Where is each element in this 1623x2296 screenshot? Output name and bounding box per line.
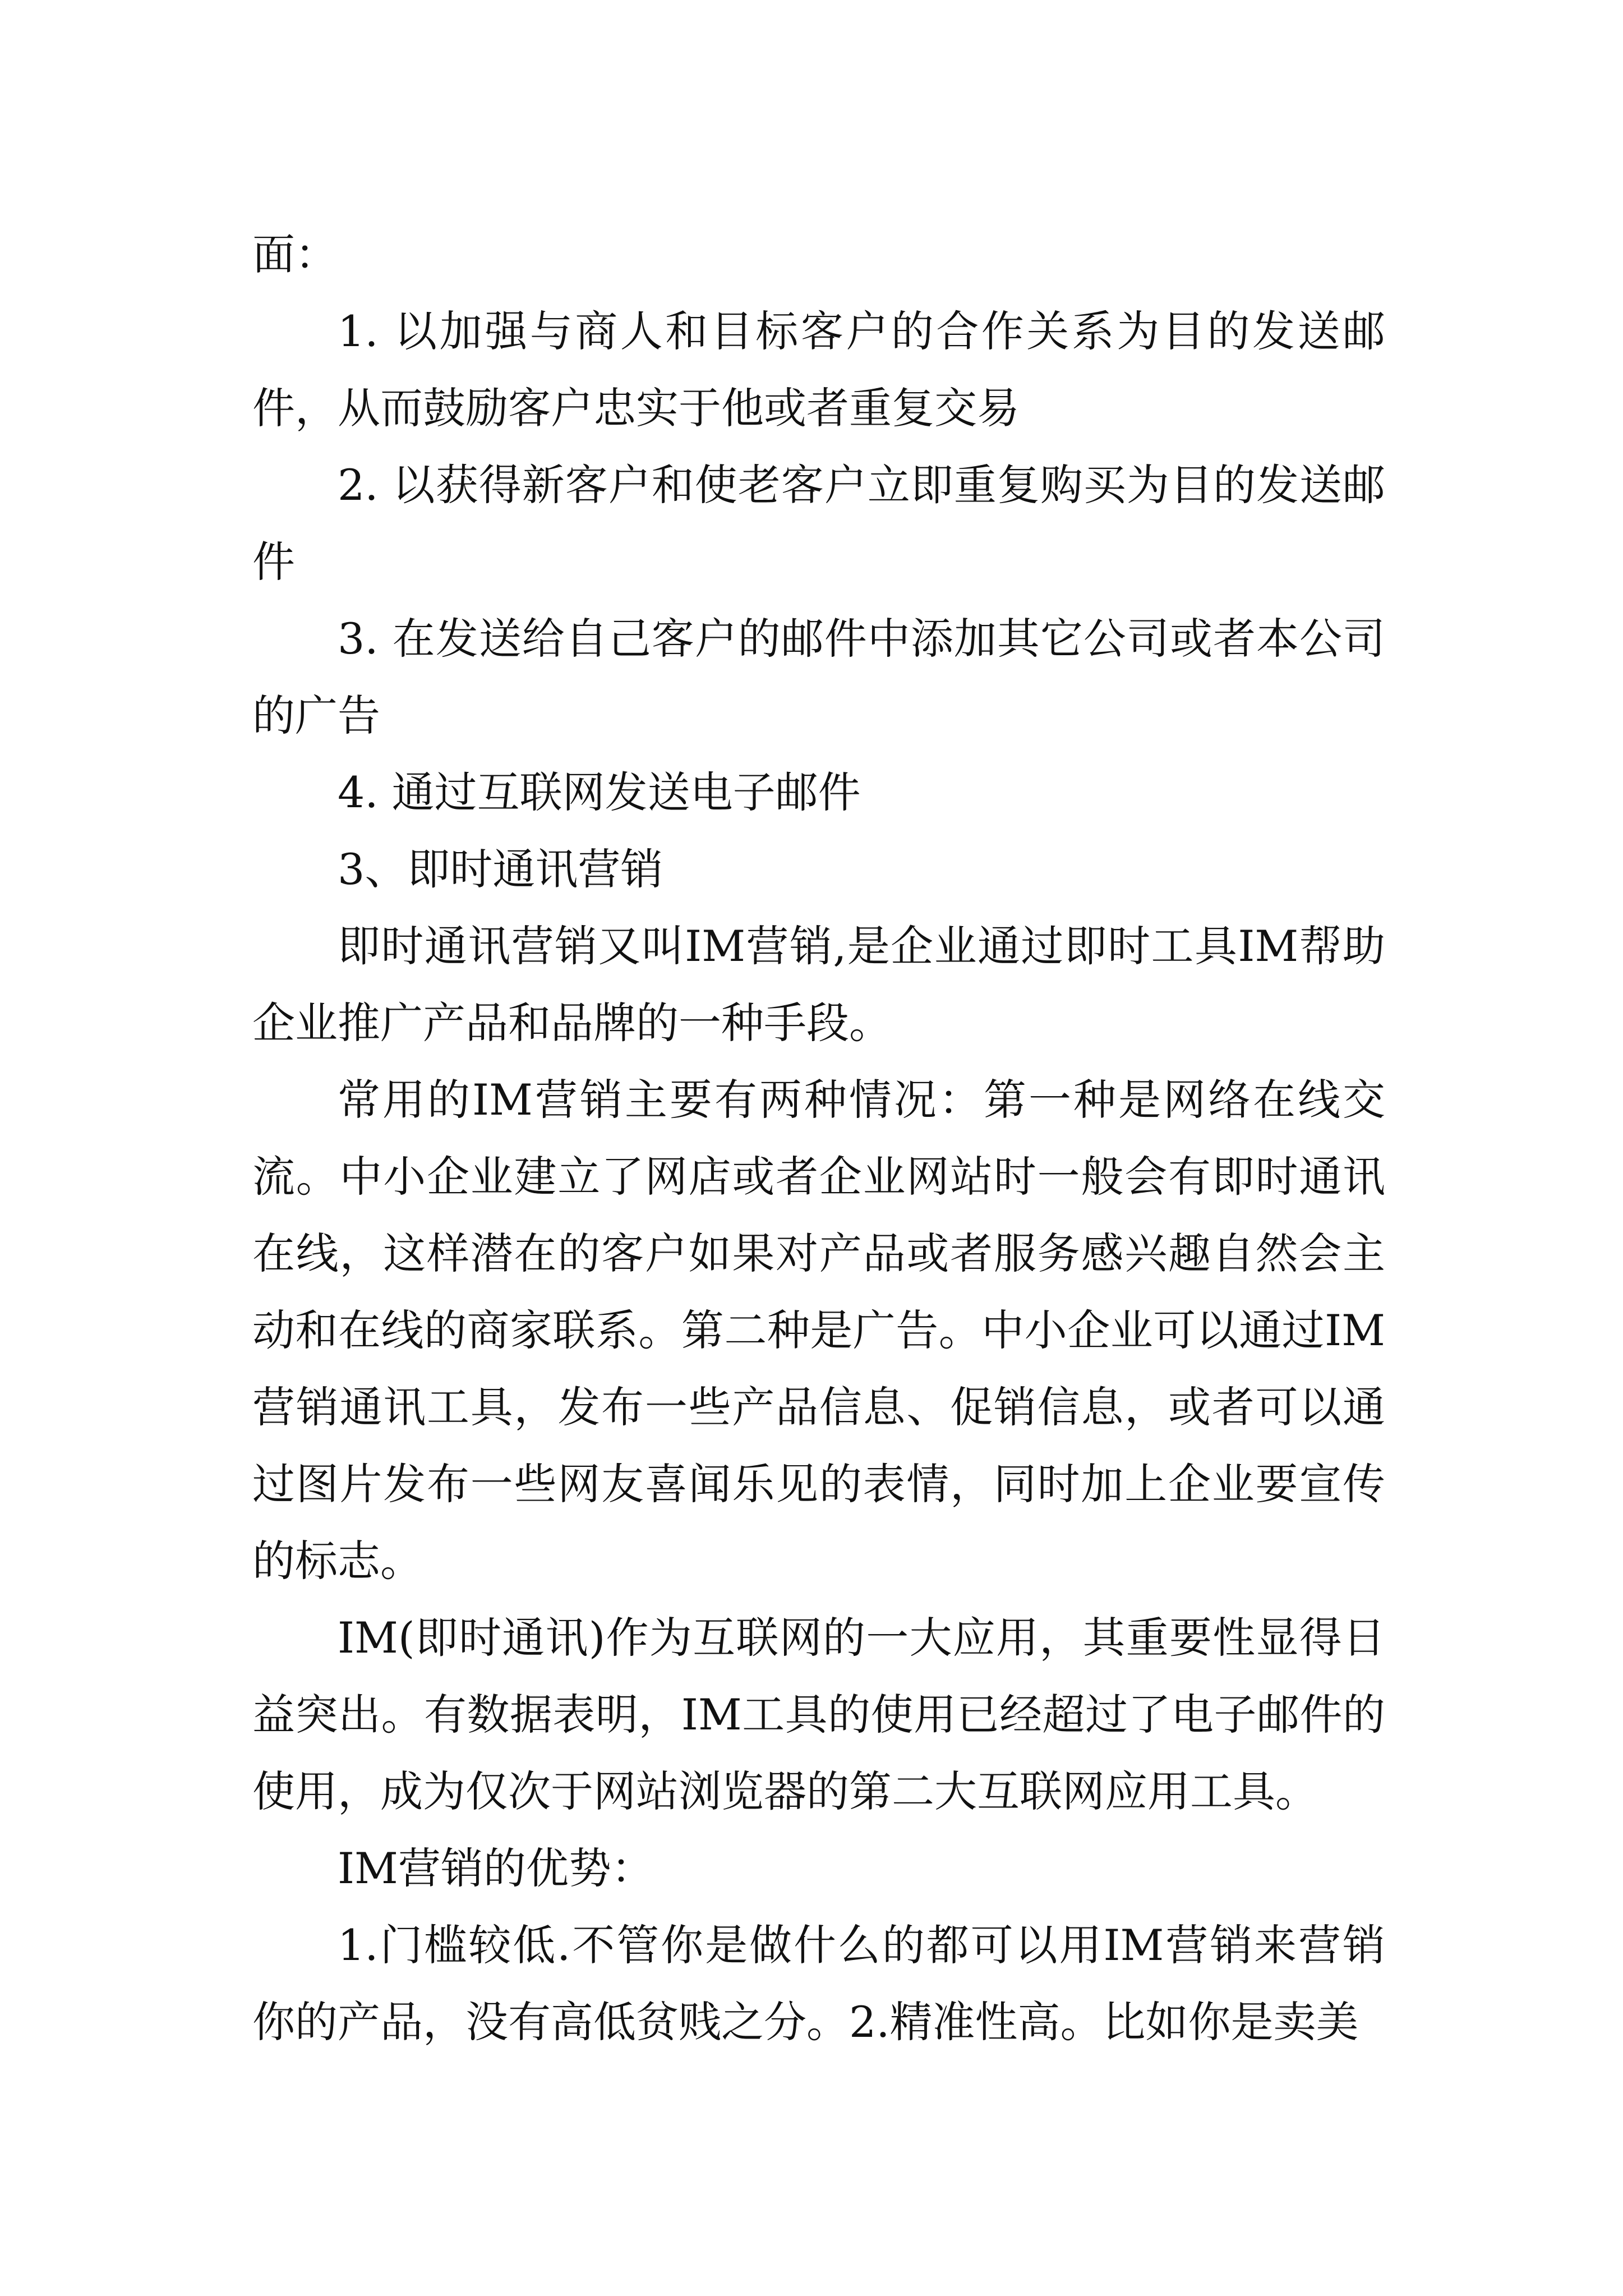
list-item-2: 2. 以获得新客户和使老客户立即重复购买为目的发送邮件 — [252, 460, 1385, 587]
paragraph-advantages: 1.门槛较低.不管你是做什么的都可以用IM营销来营销你的产品，没有高低贫贱之分。2.精准性高。比如你是卖美 — [252, 1920, 1385, 2047]
advantages-heading: IM营销的优势： — [338, 1843, 654, 1893]
paragraph-common-usage: 常用的IM营销主要有两种情况：第一种是网络在线交流。中小企业建立了网店或者企业网站时一般会有即时通讯在线，这样潜在的客户如果对产品或者服务感兴趣自然会主动和在线的商家联系。第二种是广告。中小企业可以通过IM营销通讯工具，发布一些产品信息、促销信息，或者可以通过图片发布一些网友喜闻乐见的表情，同时加上企业要宣传的标志。 — [252, 1075, 1385, 1586]
paragraph-continuation: 面： — [252, 229, 338, 279]
list-item-4: 4. 通过互联网发送电子邮件 — [338, 767, 861, 817]
list-item-1: 1. 以加强与商人和目标客户的合作关系为目的发送邮件，从而鼓励客户忠实于他或者重复交易 — [252, 306, 1385, 433]
paragraph-definition: 即时通讯营销又叫IM营销,是企业通过即时工具IM帮助企业推广产品和品牌的一种手段。 — [252, 921, 1385, 1048]
section-heading: 3、即时通讯营销 — [338, 844, 663, 894]
paragraph-importance: IM(即时通讯)作为互联网的一大应用，其重要性显得日益突出。有数据表明，IM工具的使用已经超过了电子邮件的使用，成为仅次于网站浏览器的第二大互联网应用工具。 — [252, 1613, 1385, 1816]
document-page — [252, 216, 1385, 2060]
list-item-3: 3. 在发送给自己客户的邮件中添加其它公司或者本公司的广告 — [252, 614, 1385, 740]
